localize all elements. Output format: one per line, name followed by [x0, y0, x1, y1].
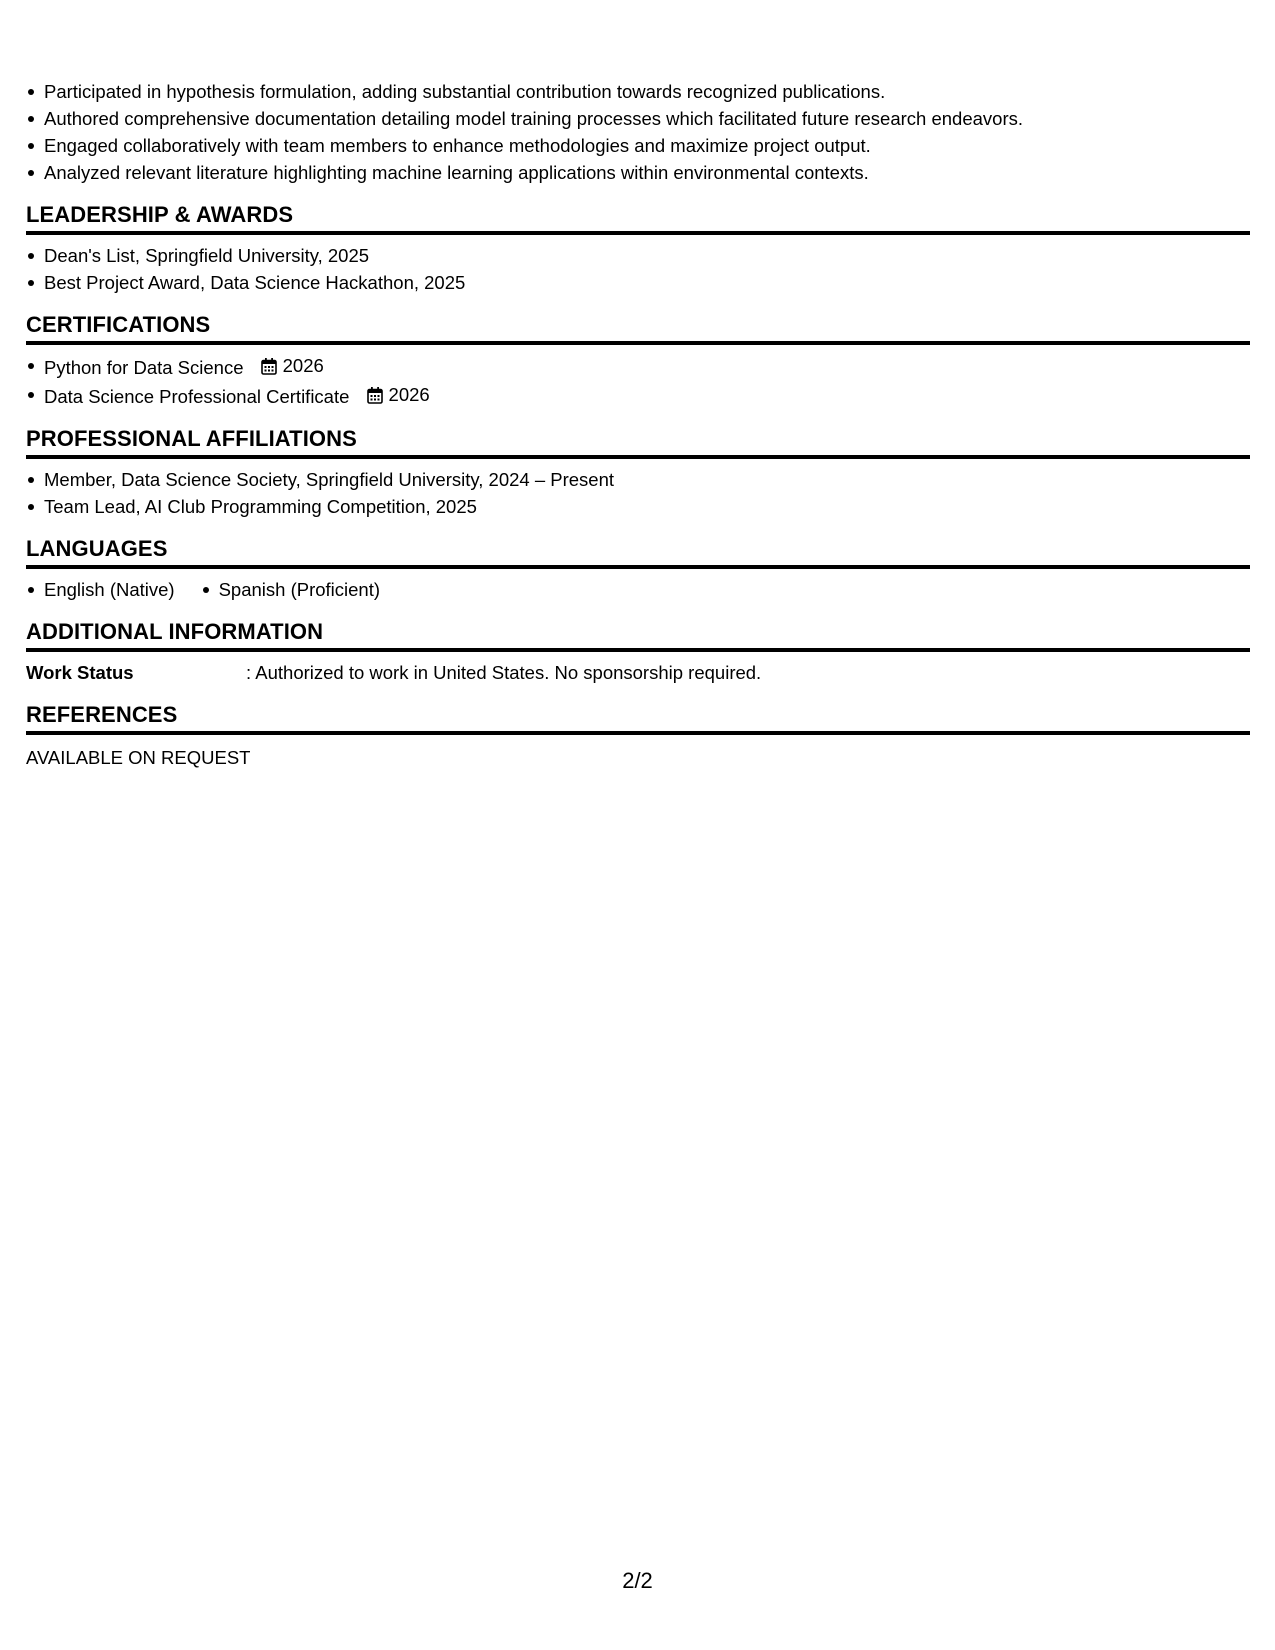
section-title: CERTIFICATIONS: [26, 312, 1250, 345]
calendar-icon: [367, 387, 383, 404]
work-status-label: Work Status: [26, 662, 134, 683]
leadership-section: [26, 202, 1250, 296]
references-section: [26, 702, 1250, 771]
certification-date: [261, 352, 324, 379]
list-item: Authored comprehensive documentation detailing model training processes which facilitated future research endeavors.: [26, 105, 1250, 132]
list-item: Best Project Award, Data Science Hackathon, 2025: [26, 269, 1250, 296]
section-title: PROFESSIONAL AFFILIATIONS: [26, 426, 1250, 459]
experience-bullet-list: [26, 78, 1250, 186]
certification-date: [367, 381, 430, 408]
list-item: English (Native): [26, 576, 175, 603]
certifications-section: [26, 312, 1250, 410]
list-item: Member, Data Science Society, Springfield University, 2024 – Present: [26, 466, 1250, 493]
languages-list: [26, 576, 1250, 603]
list-item: Spanish (Proficient): [201, 576, 380, 603]
list-item: [26, 381, 1250, 410]
section-title: LEADERSHIP & AWARDS: [26, 202, 1250, 235]
references-text: AVAILABLE ON REQUEST: [26, 747, 251, 768]
work-status-value: : Authorized to work in United States. No sponsorship required.: [246, 662, 762, 683]
list-item: Participated in hypothesis formulation, adding substantial contribution towards recognized publications.: [26, 78, 1250, 105]
certification-name: Python for Data Science: [44, 357, 244, 378]
certification-name: Data Science Professional Certificate: [44, 386, 350, 407]
certifications-list: [26, 352, 1250, 410]
list-item: Engaged collaboratively with team members to enhance methodologies and maximize project output.: [26, 132, 1250, 159]
section-title: ADDITIONAL INFORMATION: [26, 619, 1250, 652]
list-item: [26, 352, 1250, 381]
affiliations-list: [26, 466, 1250, 520]
list-item: Analyzed relevant literature highlighting machine learning applications within environmental contexts.: [26, 159, 1250, 186]
languages-section: [26, 536, 1250, 603]
list-item: Team Lead, AI Club Programming Competition, 2025: [26, 493, 1250, 520]
work-status-row: [26, 659, 1250, 686]
date-text: 2026: [282, 355, 324, 376]
section-title: LANGUAGES: [26, 536, 1250, 569]
page-number: 2/2: [622, 1568, 653, 1593]
date-text: 2026: [388, 384, 430, 405]
section-title: REFERENCES: [26, 702, 1250, 735]
additional-info-section: [26, 619, 1250, 686]
calendar-icon: [261, 358, 277, 375]
leadership-list: [26, 242, 1250, 296]
affiliations-section: [26, 426, 1250, 520]
resume-page: [26, 78, 1250, 771]
list-item: Dean's List, Springfield University, 2025: [26, 242, 1250, 269]
